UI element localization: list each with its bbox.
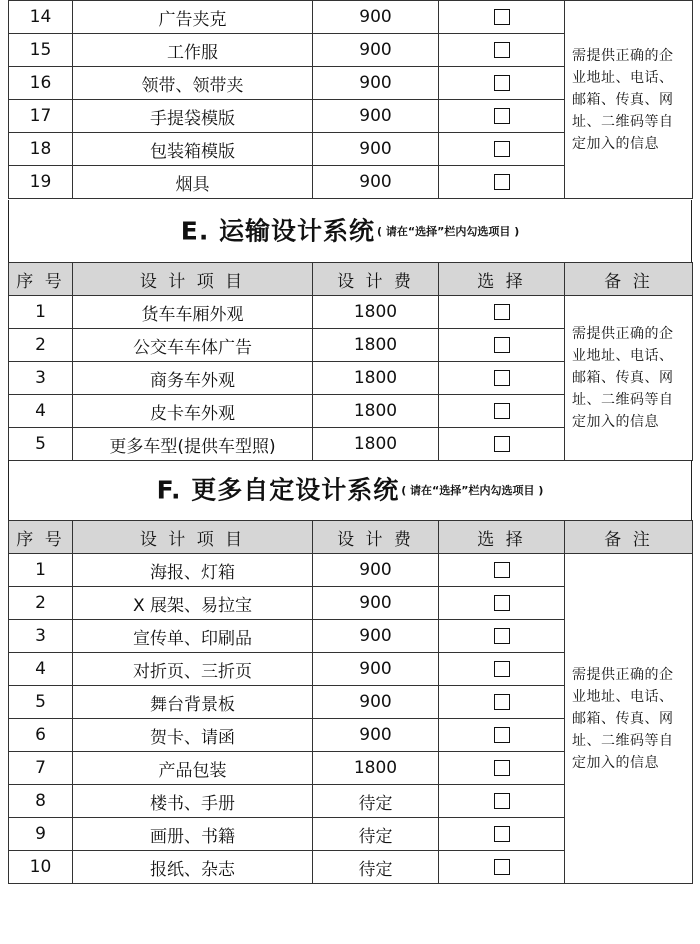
select-cell (439, 653, 565, 686)
row-fee: 1800 (313, 296, 439, 329)
row-item: 烟具 (73, 166, 313, 199)
row-item: 广告夹克 (73, 1, 313, 34)
remark-note: 需提供正确的企业地址、电话、邮箱、传真、网址、二维码等自定加入的信息 (565, 1, 693, 199)
select-cell (439, 752, 565, 785)
row-fee: 900 (313, 686, 439, 719)
select-checkbox[interactable] (494, 42, 510, 58)
row-fee: 900 (313, 719, 439, 752)
select-checkbox[interactable] (494, 337, 510, 353)
select-checkbox[interactable] (494, 760, 510, 776)
row-fee: 900 (313, 67, 439, 100)
select-cell (439, 166, 565, 199)
section-f-title (8, 460, 692, 520)
section-f-hint: ( 请在“选择”栏内勾选项目 ) (401, 483, 544, 497)
select-checkbox[interactable] (494, 174, 510, 190)
row-number: 4 (9, 395, 73, 428)
row-number: 15 (9, 34, 73, 67)
header-fee: 设 计 费 (313, 263, 439, 296)
select-cell (439, 587, 565, 620)
section-f-heading: F. 更多自定设计系统 (156, 475, 400, 505)
row-number: 9 (9, 818, 73, 851)
select-cell (439, 554, 565, 587)
row-number: 10 (9, 851, 73, 884)
header-fee: 设 计 费 (313, 521, 439, 554)
select-checkbox[interactable] (494, 75, 510, 91)
row-item: 包装箱模版 (73, 133, 313, 166)
row-item: 皮卡车外观 (73, 395, 313, 428)
row-item: 海报、灯箱 (73, 554, 313, 587)
select-cell (439, 67, 565, 100)
select-checkbox[interactable] (494, 141, 510, 157)
row-fee: 1800 (313, 329, 439, 362)
select-cell (439, 620, 565, 653)
select-checkbox[interactable] (494, 826, 510, 842)
row-item: 贺卡、请函 (73, 719, 313, 752)
section-e-title (8, 200, 692, 262)
row-fee: 待定 (313, 785, 439, 818)
select-checkbox[interactable] (494, 859, 510, 875)
section-f-table (8, 520, 693, 884)
row-fee: 1800 (313, 428, 439, 461)
remark-note: 需提供正确的企业地址、电话、邮箱、传真、网址、二维码等自定加入的信息 (565, 554, 693, 884)
select-checkbox[interactable] (494, 9, 510, 25)
row-number: 7 (9, 752, 73, 785)
row-item: 宣传单、印刷品 (73, 620, 313, 653)
select-checkbox[interactable] (494, 661, 510, 677)
row-fee: 待定 (313, 818, 439, 851)
row-item: 公交车车体广告 (73, 329, 313, 362)
row-number: 4 (9, 653, 73, 686)
select-checkbox[interactable] (494, 595, 510, 611)
row-item: 更多车型(提供车型照) (73, 428, 313, 461)
row-fee: 900 (313, 34, 439, 67)
select-checkbox[interactable] (494, 403, 510, 419)
row-item: 手提袋模版 (73, 100, 313, 133)
row-number: 2 (9, 587, 73, 620)
select-cell (439, 133, 565, 166)
select-cell (439, 686, 565, 719)
row-fee: 900 (313, 1, 439, 34)
select-checkbox[interactable] (494, 304, 510, 320)
header-no: 序 号 (9, 263, 73, 296)
header-no: 序 号 (9, 521, 73, 554)
row-number: 14 (9, 1, 73, 34)
row-fee: 1800 (313, 395, 439, 428)
row-item: 商务车外观 (73, 362, 313, 395)
select-cell (439, 296, 565, 329)
row-item: 舞台背景板 (73, 686, 313, 719)
select-cell (439, 1, 565, 34)
header-item: 设 计 项 目 (73, 521, 313, 554)
table-header-row (9, 263, 693, 296)
row-item: 货车车厢外观 (73, 296, 313, 329)
select-cell (439, 719, 565, 752)
row-number: 17 (9, 100, 73, 133)
row-item: 领带、领带夹 (73, 67, 313, 100)
row-number: 1 (9, 554, 73, 587)
row-number: 1 (9, 296, 73, 329)
section-d-table (8, 0, 693, 199)
table-header-row (9, 521, 693, 554)
select-checkbox[interactable] (494, 562, 510, 578)
table-row (9, 296, 693, 329)
row-number: 19 (9, 166, 73, 199)
row-fee: 900 (313, 100, 439, 133)
row-fee: 900 (313, 620, 439, 653)
row-number: 3 (9, 620, 73, 653)
select-checkbox[interactable] (494, 727, 510, 743)
select-cell (439, 851, 565, 884)
select-cell (439, 34, 565, 67)
row-number: 8 (9, 785, 73, 818)
row-number: 5 (9, 428, 73, 461)
select-cell (439, 818, 565, 851)
header-select: 选 择 (439, 263, 565, 296)
table-row (9, 1, 693, 34)
row-fee: 900 (313, 653, 439, 686)
remark-note: 需提供正确的企业地址、电话、邮箱、传真、网址、二维码等自定加入的信息 (565, 296, 693, 461)
row-fee: 1800 (313, 752, 439, 785)
table-row (9, 554, 693, 587)
section-e-table (8, 262, 693, 461)
row-item: 对折页、三折页 (73, 653, 313, 686)
section-e-heading: E. 运输设计系统 (180, 216, 376, 246)
row-fee: 900 (313, 554, 439, 587)
select-cell (439, 100, 565, 133)
row-fee: 900 (313, 166, 439, 199)
row-number: 3 (9, 362, 73, 395)
select-checkbox[interactable] (494, 628, 510, 644)
header-remark: 备 注 (565, 263, 693, 296)
select-checkbox[interactable] (494, 694, 510, 710)
row-fee: 900 (313, 133, 439, 166)
row-number: 16 (9, 67, 73, 100)
row-item: 画册、书籍 (73, 818, 313, 851)
header-remark: 备 注 (565, 521, 693, 554)
row-item: 产品包装 (73, 752, 313, 785)
row-fee: 待定 (313, 851, 439, 884)
row-number: 6 (9, 719, 73, 752)
section-e-hint: ( 请在“选择”栏内勾选项目 ) (377, 224, 520, 238)
header-select: 选 择 (439, 521, 565, 554)
row-number: 18 (9, 133, 73, 166)
row-item: 工作服 (73, 34, 313, 67)
row-number: 5 (9, 686, 73, 719)
row-item: 报纸、杂志 (73, 851, 313, 884)
select-cell (439, 362, 565, 395)
select-cell (439, 329, 565, 362)
select-checkbox[interactable] (494, 793, 510, 809)
row-number: 2 (9, 329, 73, 362)
select-cell (439, 428, 565, 461)
header-item: 设 计 项 目 (73, 263, 313, 296)
select-checkbox[interactable] (494, 370, 510, 386)
select-checkbox[interactable] (494, 436, 510, 452)
row-fee: 900 (313, 587, 439, 620)
row-fee: 1800 (313, 362, 439, 395)
select-checkbox[interactable] (494, 108, 510, 124)
select-cell (439, 785, 565, 818)
row-item: X 展架、易拉宝 (73, 587, 313, 620)
row-item: 楼书、手册 (73, 785, 313, 818)
select-cell (439, 395, 565, 428)
